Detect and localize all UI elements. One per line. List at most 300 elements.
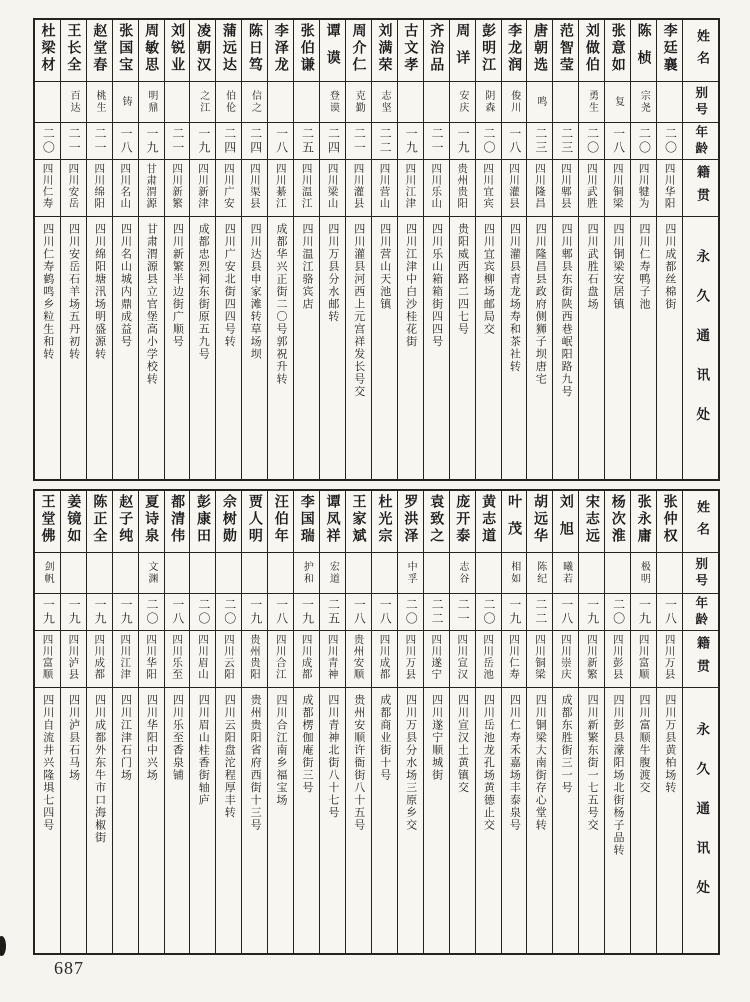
person-alias: 志谷 <box>450 553 475 594</box>
person-name: 陈桢 <box>631 20 656 82</box>
person-address: 四川成都外东牛市口海椒街 <box>93 694 107 844</box>
person-alias: 铸 <box>113 82 138 123</box>
row-header-name: 姓名 <box>683 20 718 82</box>
person-name: 赵堂春 <box>87 20 112 82</box>
person-address: 成都楞伽庵街三号 <box>300 694 314 794</box>
person-native-place: 四川富顺 <box>631 631 656 688</box>
person-age: 一九 <box>190 123 215 160</box>
person-address: 成都东胜街三一号 <box>560 694 574 794</box>
person-alias <box>190 553 215 594</box>
person-address: 贵州贵阳省府西街十三号 <box>249 694 263 832</box>
person-alias <box>165 553 190 594</box>
person-address: 四川宣汉土黄镇交 <box>456 694 470 794</box>
person-address: 四川灌县青龙场寿和茶社转 <box>508 223 522 373</box>
person-native-place: 四川宜宾 <box>476 160 501 217</box>
person-age: 二〇 <box>605 594 630 631</box>
person-age: 二五 <box>320 594 345 631</box>
person-age: 一八 <box>372 594 397 631</box>
person-age: 一八 <box>657 594 682 631</box>
person-native-place: 四川乐山 <box>424 160 449 217</box>
person-alias <box>657 82 682 123</box>
person-name: 李龙润 <box>502 20 527 82</box>
person-column <box>164 20 190 479</box>
person-alias <box>579 553 604 594</box>
person-age: 一九 <box>398 123 423 160</box>
person-name: 杨次淮 <box>605 491 630 553</box>
person-alias: 桃生 <box>87 82 112 123</box>
person-address: 四川仁寿禾嘉场丰泰泉号 <box>508 694 522 832</box>
person-age: 二三 <box>527 123 552 160</box>
person-column <box>604 491 630 953</box>
person-column <box>578 491 604 953</box>
person-address: 成都华兴正街二〇号郭祝升转 <box>275 223 289 386</box>
row-header-alias: 别号 <box>683 553 718 594</box>
person-address: 贵州安顺许衙街八十五号 <box>352 694 366 832</box>
person-name: 周详 <box>450 20 475 82</box>
person-alias: 护和 <box>294 553 319 594</box>
person-native-place: 四川安岳 <box>61 160 86 217</box>
directory-table-lower <box>33 489 720 955</box>
person-alias: 志坚 <box>372 82 397 123</box>
person-alias: 剑帆 <box>35 553 60 594</box>
person-age: 二〇 <box>579 123 604 160</box>
person-column <box>86 20 112 479</box>
row-header-age: 年龄 <box>683 123 718 160</box>
person-address: 四川乐山箱箱街四四号 <box>430 223 444 348</box>
person-native-place: 四川渠县 <box>242 160 267 217</box>
person-alias <box>346 553 371 594</box>
person-age: 二一 <box>346 123 371 160</box>
person-address: 四川绵阳塘汛场明盛源转 <box>93 223 107 361</box>
person-native-place: 四川仁寿 <box>35 160 60 217</box>
row-header-age: 年龄 <box>683 594 718 631</box>
person-age: 二三 <box>553 123 578 160</box>
person-alias <box>268 82 293 123</box>
person-column <box>345 491 371 953</box>
person-native-place: 四川绵阳 <box>87 160 112 217</box>
person-age: 一九 <box>242 594 267 631</box>
person-name: 凌朝汉 <box>190 20 215 82</box>
person-column <box>475 20 501 479</box>
person-column <box>397 491 423 953</box>
page-number: 687 <box>54 958 84 978</box>
person-address: 四川岳池龙孔场黄德止交 <box>482 694 496 832</box>
person-alias: 中孚 <box>398 553 423 594</box>
person-address: 四川安岳石羊场五丹初转 <box>67 223 81 361</box>
person-address: 四川达县申家滩转草场坝 <box>249 223 263 361</box>
person-age: 一九 <box>61 594 86 631</box>
person-column <box>449 20 475 479</box>
person-name: 谭谟 <box>320 20 345 82</box>
person-alias: 曦若 <box>553 553 578 594</box>
person-native-place: 贵州安顺 <box>346 631 371 688</box>
person-alias: 文渊 <box>139 553 164 594</box>
person-native-place: 四川郫县 <box>553 160 578 217</box>
person-alias <box>87 553 112 594</box>
person-age: 二〇 <box>631 123 656 160</box>
person-name: 唐朝选 <box>527 20 552 82</box>
person-age: 二一 <box>165 123 190 160</box>
row-header-column <box>682 491 718 953</box>
person-age: 一九 <box>113 594 138 631</box>
person-name: 李廷襄 <box>657 20 682 82</box>
person-native-place: 贵州贵阳 <box>242 631 267 688</box>
person-name: 周介仁 <box>346 20 371 82</box>
person-alias <box>605 553 630 594</box>
person-column <box>319 20 345 479</box>
person-alias <box>553 82 578 123</box>
person-alias <box>424 82 449 123</box>
person-name: 王长全 <box>61 20 86 82</box>
person-column <box>112 20 138 479</box>
person-name: 张国宝 <box>113 20 138 82</box>
person-name: 李国瑞 <box>294 491 319 553</box>
person-age: 一九 <box>294 594 319 631</box>
person-native-place: 四川眉山 <box>190 631 215 688</box>
person-age: 一九 <box>450 123 475 160</box>
person-name: 古文孝 <box>398 20 423 82</box>
person-column <box>267 20 293 479</box>
person-column <box>423 491 449 953</box>
person-name: 谭凤祥 <box>320 491 345 553</box>
person-age: 二二 <box>424 594 449 631</box>
person-name: 杜光宗 <box>372 491 397 553</box>
row-header-name: 姓名 <box>683 491 718 553</box>
person-age: 二二 <box>527 594 552 631</box>
person-address: 四川灌县河西上元宫祥发长号交 <box>352 223 366 398</box>
person-column <box>397 20 423 479</box>
person-age: 一八 <box>502 123 527 160</box>
person-name: 夏诗泉 <box>139 491 164 553</box>
person-age: 二四 <box>320 123 345 160</box>
person-age: 一八 <box>268 123 293 160</box>
person-name: 张意如 <box>605 20 630 82</box>
person-alias <box>268 553 293 594</box>
person-alias: 百达 <box>61 82 86 123</box>
person-name: 王堂佛 <box>35 491 60 553</box>
person-age: 一八 <box>113 123 138 160</box>
person-alias: 阴森 <box>476 82 501 123</box>
person-column <box>60 491 86 953</box>
person-native-place: 四川成都 <box>372 631 397 688</box>
person-address: 四川泸县石马场 <box>67 694 81 782</box>
person-address: 四川武胜石盘场 <box>586 223 600 311</box>
person-alias: 鸣 <box>527 82 552 123</box>
person-column <box>35 20 60 479</box>
person-column <box>345 20 371 479</box>
person-address: 四川乐至香泉铺 <box>171 694 185 782</box>
person-column <box>656 20 682 479</box>
person-name: 刘锐业 <box>165 20 190 82</box>
person-column <box>241 20 267 479</box>
person-name: 汪伯年 <box>268 491 293 553</box>
person-alias <box>294 82 319 123</box>
person-age: 二一 <box>424 123 449 160</box>
person-native-place: 四川遂宁 <box>424 631 449 688</box>
person-name: 张仲权 <box>657 491 682 553</box>
person-native-place: 四川新津 <box>190 160 215 217</box>
row-header-address: 永久通讯处 <box>693 721 710 920</box>
row-header-alias: 别号 <box>683 82 718 123</box>
person-age: 一八 <box>346 594 371 631</box>
person-address: 四川名山城内鼎成益号 <box>119 223 133 348</box>
person-alias <box>657 553 682 594</box>
person-name: 王家斌 <box>346 491 371 553</box>
person-address: 四川合江南乡福宝场 <box>275 694 289 807</box>
person-address: 四川华阳中兴场 <box>145 694 159 782</box>
person-address: 贵阳威西路二四七号 <box>456 223 470 336</box>
row-header-native-place: 籍贯 <box>683 160 718 217</box>
person-name: 袁致之 <box>424 491 449 553</box>
person-address: 四川青神北街八十七号 <box>326 694 340 819</box>
person-name: 彭明江 <box>476 20 501 82</box>
person-address: 四川江津中白沙桂花街 <box>404 223 418 348</box>
person-address: 四川新繁东街一七五号交 <box>586 694 600 832</box>
person-alias: 登谟 <box>320 82 345 123</box>
person-address: 成都商业街十号 <box>378 694 392 782</box>
person-column <box>319 491 345 953</box>
person-address: 四川仁寿鸭子池 <box>637 223 651 311</box>
person-native-place: 四川灌县 <box>346 160 371 217</box>
person-age: 一九 <box>87 594 112 631</box>
person-alias: 之江 <box>190 82 215 123</box>
person-native-place: 四川崇庆 <box>553 631 578 688</box>
person-age: 一九 <box>579 594 604 631</box>
person-native-place: 四川温江 <box>294 160 319 217</box>
person-column <box>552 491 578 953</box>
person-name: 范智莹 <box>553 20 578 82</box>
person-column <box>475 491 501 953</box>
person-age: 二四 <box>216 123 241 160</box>
person-column <box>138 20 164 479</box>
person-native-place: 四川华阳 <box>657 160 682 217</box>
person-name: 庞开泰 <box>450 491 475 553</box>
person-native-place: 四川富顺 <box>35 631 60 688</box>
person-address: 四川自流井兴隆埧七四号 <box>41 694 55 832</box>
person-address: 四川铜梁大南街存心堂转 <box>534 694 548 832</box>
person-native-place: 四川犍为 <box>631 160 656 217</box>
person-name: 陈日笃 <box>242 20 267 82</box>
person-column <box>215 20 241 479</box>
person-column <box>526 20 552 479</box>
person-native-place: 四川合江 <box>268 631 293 688</box>
person-column <box>215 491 241 953</box>
person-column <box>293 491 319 953</box>
person-native-place: 四川江津 <box>398 160 423 217</box>
person-age: 二〇 <box>476 123 501 160</box>
person-address: 甘肃渭源县立官堡高小学校转 <box>145 223 159 386</box>
person-address: 四川隆昌县政府侧狮子坝唐宅 <box>534 223 548 386</box>
person-name: 罗洪泽 <box>398 491 423 553</box>
person-address: 四川仁寿鹤鸣乡粒生和转 <box>41 223 55 361</box>
person-address: 四川宜宾柳场邮局交 <box>482 223 496 336</box>
person-native-place: 四川名山 <box>113 160 138 217</box>
person-age: 二一 <box>450 594 475 631</box>
person-native-place: 四川隆昌 <box>527 160 552 217</box>
person-name: 齐治品 <box>424 20 449 82</box>
person-native-place: 四川綦江 <box>268 160 293 217</box>
person-alias <box>476 553 501 594</box>
person-name: 彭康田 <box>190 491 215 553</box>
person-native-place: 四川云阳 <box>216 631 241 688</box>
person-age: 二〇 <box>35 123 60 160</box>
person-column <box>449 491 475 953</box>
person-address: 四川营山天池镇 <box>378 223 392 311</box>
person-name: 杜梁材 <box>35 20 60 82</box>
person-alias <box>372 553 397 594</box>
person-column <box>423 20 449 479</box>
person-column <box>35 491 60 953</box>
person-column <box>267 491 293 953</box>
person-alias: 宏道 <box>320 553 345 594</box>
person-address: 四川万县分水邮转 <box>326 223 340 323</box>
person-name: 张永庸 <box>631 491 656 553</box>
row-header-column <box>682 20 718 479</box>
person-address: 成都忠烈祠东街原五九号 <box>197 223 211 361</box>
person-native-place: 四川宣汉 <box>450 631 475 688</box>
person-name: 都清伟 <box>165 491 190 553</box>
person-name: 周敏思 <box>139 20 164 82</box>
person-column <box>241 491 267 953</box>
person-name: 蒲远达 <box>216 20 241 82</box>
person-native-place: 四川成都 <box>87 631 112 688</box>
person-column <box>189 491 215 953</box>
person-native-place: 甘肃渭源 <box>139 160 164 217</box>
person-address: 四川铜梁安居镇 <box>612 223 626 311</box>
person-native-place: 四川彭县 <box>605 631 630 688</box>
person-name: 姜镜如 <box>61 491 86 553</box>
row-header-native-place: 籍贯 <box>683 631 718 688</box>
person-alias: 克勤 <box>346 82 371 123</box>
person-address: 四川成都丝棉街 <box>663 223 677 311</box>
person-age: 二五 <box>294 123 319 160</box>
person-alias: 安庆 <box>450 82 475 123</box>
person-age: 二一 <box>87 123 112 160</box>
person-native-place: 四川新繁 <box>579 631 604 688</box>
person-alias <box>61 553 86 594</box>
person-address: 四川新繁半边街广顺号 <box>171 223 185 348</box>
person-column <box>630 491 656 953</box>
person-column <box>578 20 604 479</box>
person-name: 黄志道 <box>476 491 501 553</box>
person-name: 贾人明 <box>242 491 267 553</box>
person-address: 四川广安北街四四号转 <box>223 223 237 348</box>
person-address: 四川万县分水场三原乡交 <box>404 694 418 832</box>
person-name: 宋志远 <box>579 491 604 553</box>
person-column <box>656 491 682 953</box>
person-age: 二〇 <box>476 594 501 631</box>
person-native-place: 四川岳池 <box>476 631 501 688</box>
person-alias: 相如 <box>502 553 527 594</box>
person-age: 一九 <box>631 594 656 631</box>
person-age: 二〇 <box>657 123 682 160</box>
person-column <box>86 491 112 953</box>
person-name: 刘做伯 <box>579 20 604 82</box>
person-native-place: 贵州贵阳 <box>450 160 475 217</box>
person-column <box>371 20 397 479</box>
person-address: 四川彭县濛阳场北街杨子品转 <box>612 694 626 857</box>
person-address: 四川郫县东街陕西巷岷阳路九号 <box>560 223 574 398</box>
person-age: 二二 <box>372 123 397 160</box>
person-alias: 陈纪 <box>527 553 552 594</box>
person-native-place: 四川乐至 <box>165 631 190 688</box>
person-age: 一八 <box>553 594 578 631</box>
person-age: 一八 <box>165 594 190 631</box>
person-column <box>552 20 578 479</box>
person-age: 二〇 <box>139 594 164 631</box>
person-age: 二〇 <box>216 594 241 631</box>
person-column <box>164 491 190 953</box>
person-column <box>501 491 527 953</box>
person-native-place: 四川武胜 <box>579 160 604 217</box>
person-native-place: 四川营山 <box>372 160 397 217</box>
person-address: 四川温江骆宾店 <box>300 223 314 311</box>
person-name: 李泽龙 <box>268 20 293 82</box>
person-alias: 俊川 <box>502 82 527 123</box>
person-name: 陈正全 <box>87 491 112 553</box>
person-column <box>604 20 630 479</box>
person-age: 一九 <box>139 123 164 160</box>
scan-artifact <box>0 936 6 956</box>
person-native-place: 四川泸县 <box>61 631 86 688</box>
person-age: 二〇 <box>398 594 423 631</box>
person-name: 叶茂 <box>502 491 527 553</box>
person-address: 四川云阳盘沱程厚丰转 <box>223 694 237 819</box>
person-age: 一九 <box>502 594 527 631</box>
person-age: 二一 <box>61 123 86 160</box>
person-alias <box>242 553 267 594</box>
person-column <box>526 491 552 953</box>
person-address: 四川眉山桂香街轴庐 <box>197 694 211 807</box>
person-name: 赵子纯 <box>113 491 138 553</box>
person-column <box>60 20 86 479</box>
person-column <box>501 20 527 479</box>
person-native-place: 四川华阳 <box>139 631 164 688</box>
person-alias <box>424 553 449 594</box>
person-alias: 勇生 <box>579 82 604 123</box>
person-native-place: 四川成都 <box>294 631 319 688</box>
person-age: 二四 <box>242 123 267 160</box>
person-native-place: 四川广安 <box>216 160 241 217</box>
directory-table-upper <box>33 18 720 481</box>
person-address: 四川遂宁顺城街 <box>430 694 444 782</box>
person-native-place: 四川万县 <box>657 631 682 688</box>
person-column <box>293 20 319 479</box>
person-name: 胡远华 <box>527 491 552 553</box>
person-native-place: 四川梁山 <box>320 160 345 217</box>
person-name: 张伯谦 <box>294 20 319 82</box>
person-native-place: 四川铜梁 <box>605 160 630 217</box>
person-native-place: 四川江津 <box>113 631 138 688</box>
person-column <box>189 20 215 479</box>
person-alias <box>216 553 241 594</box>
person-native-place: 四川仁寿 <box>502 631 527 688</box>
person-alias <box>165 82 190 123</box>
person-column <box>138 491 164 953</box>
person-native-place: 四川万县 <box>398 631 423 688</box>
person-native-place: 四川青神 <box>320 631 345 688</box>
person-age: 一八 <box>268 594 293 631</box>
person-age: 二〇 <box>190 594 215 631</box>
person-alias <box>398 82 423 123</box>
person-name: 刘旭 <box>553 491 578 553</box>
person-column <box>112 491 138 953</box>
person-alias: 明鼎 <box>139 82 164 123</box>
person-age: 一八 <box>605 123 630 160</box>
person-alias: 复 <box>605 82 630 123</box>
person-alias <box>113 553 138 594</box>
person-name: 佘树勋 <box>216 491 241 553</box>
